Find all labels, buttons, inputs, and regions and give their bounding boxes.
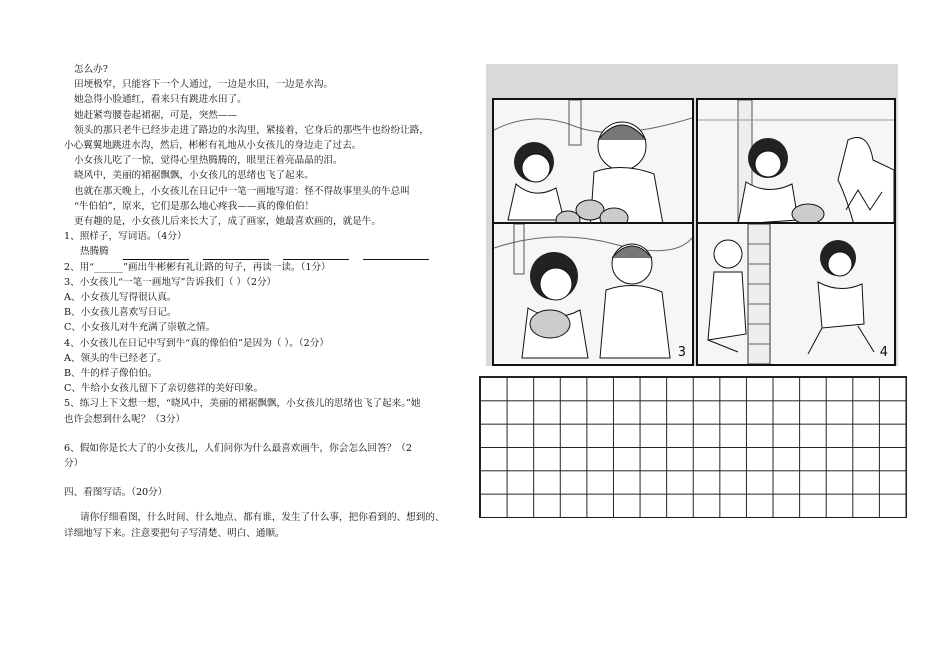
question-6: 6、假如你是长大了的小女孩儿，人们问你为什么最喜欢画牛，你会怎么回答？（2 xyxy=(64,442,412,454)
pencil-drawing-icon xyxy=(494,224,692,364)
story-line: 小心翼翼地跳进水沟，然后，彬彬有礼地从小女孩儿的身边走了过去。 xyxy=(64,140,362,152)
question-4: 4、小女孩儿在日记中写到牛“真的像伯伯”是因为（ ）。（2分） xyxy=(64,337,329,349)
reading-passage-and-questions xyxy=(64,62,470,541)
question-1-answer-row xyxy=(64,244,470,259)
answer-blank[interactable] xyxy=(363,248,429,260)
question-1: 1、照样子，写词语。（4分） xyxy=(64,231,187,243)
pencil-drawing-icon xyxy=(698,224,894,364)
picture-story-comics xyxy=(486,64,898,366)
example-word: 热腾腾 xyxy=(80,246,109,258)
section-4-title: 四、看图写话。（20分） xyxy=(64,487,168,499)
answer-blank[interactable] xyxy=(283,248,349,260)
answer-blank[interactable] xyxy=(203,248,269,260)
option-c: C、小女孩儿对牛充满了崇敬之情。 xyxy=(64,322,216,334)
story-line: 晓风中，美丽的裙裾飘飘，小女孩儿的思绪也飞了起来。 xyxy=(74,170,314,182)
option-c: C、牛给小女孩儿留下了亲切慈祥的美好印象。 xyxy=(64,383,264,395)
question-6-cont: 分） xyxy=(64,458,84,470)
comic-panel-3 xyxy=(492,222,694,366)
option-b: B、牛的样子像伯伯。 xyxy=(64,368,158,380)
story-line: 领头的那只老牛已经步走进了路边的水沟里，紧接着，它身后的那些牛也纷纷让路， xyxy=(74,124,429,136)
question-5: 5、练习上下文想一想，“晓风中，美丽的裙裾飘飘，小女孩儿的思绪也飞了起来。”她 xyxy=(64,398,421,410)
comic-panel-4 xyxy=(696,222,896,366)
pencil-drawing-icon xyxy=(698,100,894,240)
story-line: 也就在那天晚上，小女孩儿在日记中一笔一画地写道：怪不得故事里头的牛总叫 xyxy=(74,185,410,197)
story-line: 小女孩儿吃了一惊，觉得心里热腾腾的，眼里汪着亮晶晶的泪。 xyxy=(74,155,343,167)
option-b: B、小女孩儿喜欢写日记。 xyxy=(64,307,177,319)
panel-number: 3 xyxy=(677,345,686,360)
option-a: A、小女孩儿写得很认真。 xyxy=(64,292,177,304)
question-3: 3、小女孩儿“一笔一画地写”告诉我们（ ）（2分） xyxy=(64,276,277,288)
section-4-instruction-cont: 详细地写下来。注意要把句子写清楚、明白、通顺。 xyxy=(64,527,285,539)
panel-number: 4 xyxy=(879,345,888,360)
story-line: “牛伯伯”，原来，它们是那么地心疼我——真的像伯伯！ xyxy=(74,200,315,212)
writing-grid[interactable] xyxy=(479,376,907,518)
story-line: 她急得小脸通红，看来只有跳进水田了。 xyxy=(74,94,247,106)
comic-panel-1 xyxy=(492,98,694,242)
story-line: 怎么办? xyxy=(74,64,108,75)
question-2: 2、用“______”画出牛彬彬有礼让路的句子，再读一读。（1分） xyxy=(64,261,331,273)
section-4-instruction: 请你仔细看图，什么时间、什么地点、都有谁，发生了什么事，把你看到的、想到的、 xyxy=(80,512,445,524)
comic-panel-2 xyxy=(696,98,896,242)
story-line: 更有趣的是，小女孩儿后来长大了，成了画家，她最喜欢画的，就是牛。 xyxy=(74,216,381,228)
answer-blank[interactable] xyxy=(123,248,189,260)
option-a: A、领头的牛已经老了。 xyxy=(64,352,167,364)
question-5-cont: 也许会想到什么呢？（3分） xyxy=(64,413,186,425)
story-line: 田埂极窄，只能容下一个人通过，一边是水田，一边是水沟。 xyxy=(74,79,334,91)
story-line: 她赶紧弯腰卷起裙裾，可是，突然—— xyxy=(74,109,238,121)
pencil-drawing-icon xyxy=(494,100,692,240)
